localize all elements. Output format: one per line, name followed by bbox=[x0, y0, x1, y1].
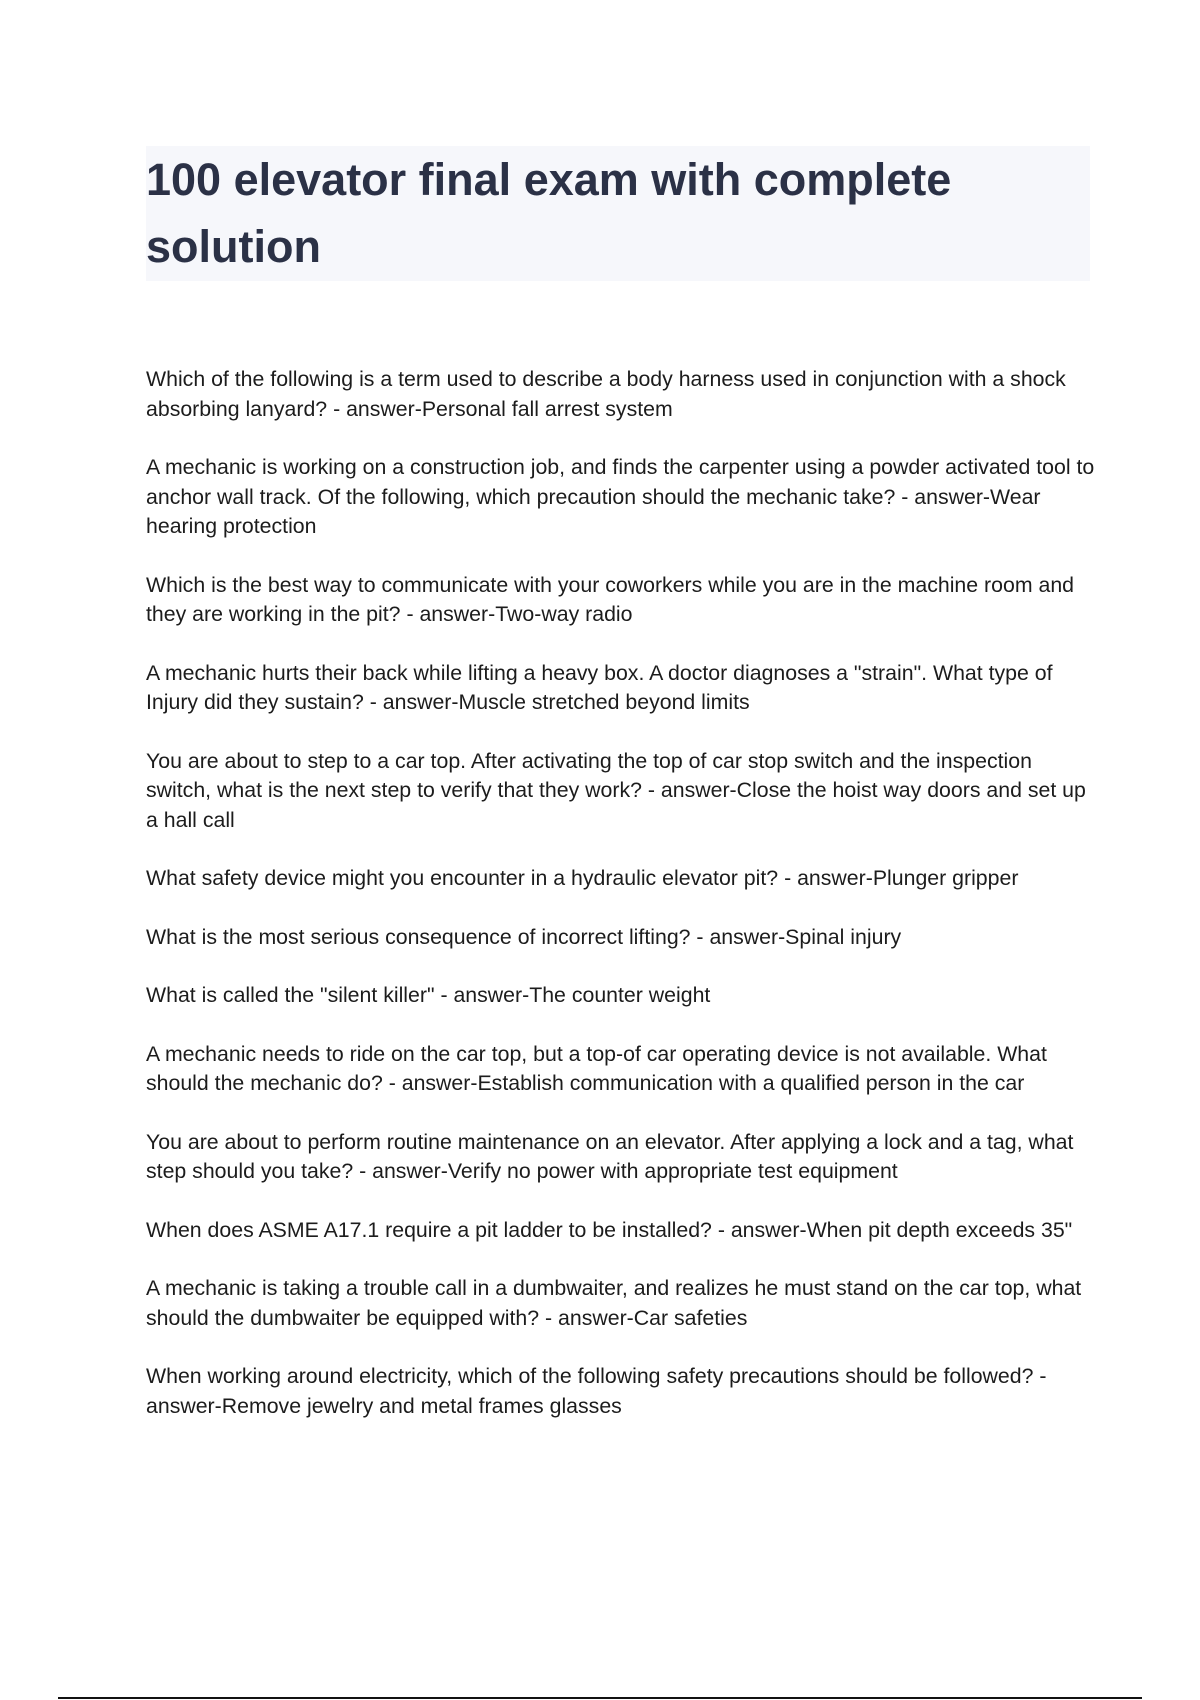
qa-item-11: When does ASME A17.1 require a pit ladder to be installed? - answer-When pit depth exceeds 35" bbox=[146, 1217, 1073, 1242]
title-block bbox=[146, 146, 1090, 281]
question-answer-list bbox=[146, 365, 1096, 1450]
qa-item-10: You are about to perform routine maintenance on an elevator. After applying a lock and a tag, what step should you take? - answer-Verify no power with appropriate test equipment bbox=[146, 1129, 1074, 1183]
qa-item-5: You are about to step to a car top. After activating the top of car stop switch and the inspection switch, what is the next step to verify that they work? - answer-Close the hoist way doors and set up a hall call bbox=[146, 748, 1086, 832]
page-title: 100 elevator final exam with complete solution bbox=[146, 154, 952, 272]
qa-item-1: Which of the following is a term used to describe a body harness used in conjunction with a shock absorbing lanyard? - answer-Personal fall arrest system bbox=[146, 367, 1066, 421]
qa-item-6: What safety device might you encounter in a hydraulic elevator pit? - answer-Plunger gripper bbox=[146, 866, 1019, 890]
qa-item-7: What is the most serious consequence of incorrect lifting? - answer-Spinal injury bbox=[146, 924, 902, 949]
qa-item-3: Which is the best way to communicate with your coworkers while you are in the machine room and they are working in the pit? - answer-Two-way radio bbox=[146, 572, 1075, 626]
qa-item-13: When working around electricity, which of the following safety precautions should be followed? - answer-Remove jewelry and metal frames glasses bbox=[146, 1364, 1047, 1418]
qa-item-8: What is called the "silent killer" - answer-The counter weight bbox=[146, 983, 711, 1007]
qa-item-12: A mechanic is taking a trouble call in a dumbwaiter, and realizes he must stand on the car top, what should the dumbwaiter be equipped with? - answer-Car safeties bbox=[146, 1276, 1082, 1330]
qa-item-4: A mechanic hurts their back while lifting a heavy box. A doctor diagnoses a "strain". What type of Injury did they sustain? - answer-Muscle stretched beyond limits bbox=[146, 660, 1053, 714]
bottom-divider bbox=[58, 1697, 1142, 1699]
qa-item-9: A mechanic needs to ride on the car top, but a top-of car operating device is not available. What should the mechanic do? - answer-Establish communication with a qualified person in the car bbox=[146, 1041, 1047, 1095]
qa-item-2: A mechanic is working on a construction job, and finds the carpenter using a powder activated tool to anchor wall track. Of the following, which precaution should the mechanic take? - answer-Wear hearing protection bbox=[146, 455, 1095, 538]
